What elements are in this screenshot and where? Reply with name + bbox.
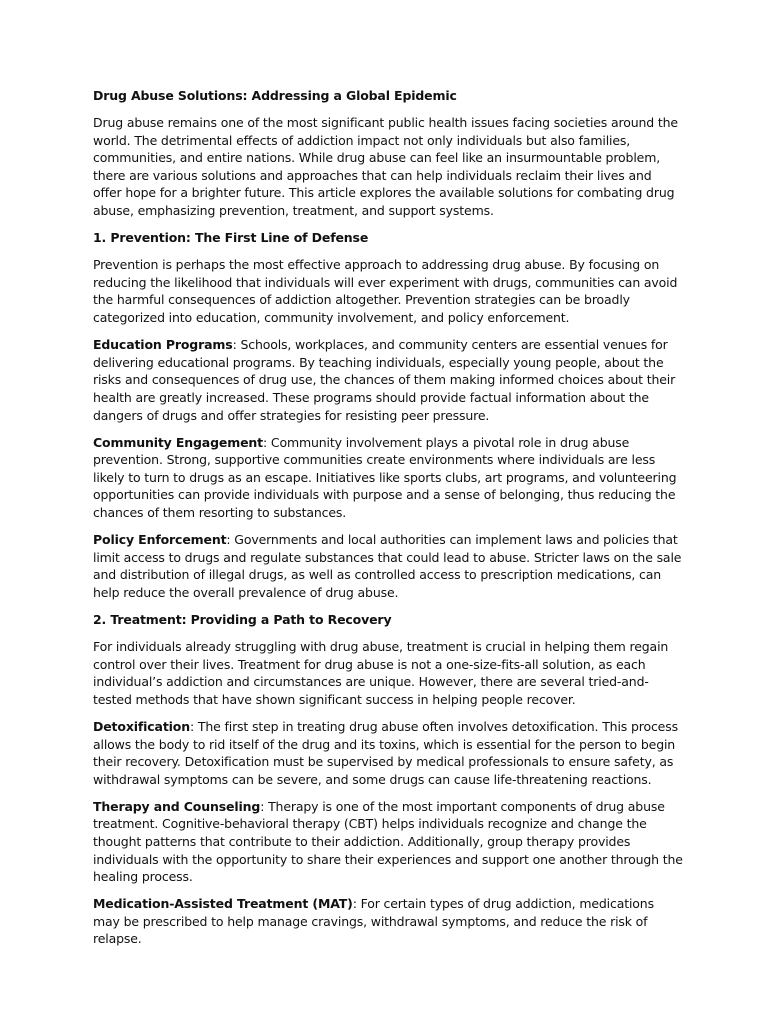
paragraph-medication-assisted-treatment bbox=[93, 895, 683, 948]
term-medication-assisted-treatment: Medication-Assisted Treatment (MAT) bbox=[93, 896, 353, 912]
text-medication-assisted-treatment: : For certain types of drug addiction, medications may be prescribed to help manage cravings, withdrawal symptoms, and reduce the risk of relapse. bbox=[93, 896, 654, 947]
term-policy-enforcement: Policy Enforcement bbox=[93, 532, 227, 548]
document-title: Drug Abuse Solutions: Addressing a Global Epidemic bbox=[93, 88, 457, 103]
text-education-programs: : Schools, workplaces, and community centers are essential venues for delivering educational programs. By teaching individuals, especially young people, about the risks and consequences of drug use, the chances of them making informed choices about their health are greatly increased. These programs should provide factual information about the dangers of drugs and offer strategies for resisting peer pressure. bbox=[93, 337, 676, 423]
term-community-engagement: Community Engagement bbox=[93, 434, 263, 450]
term-therapy-counseling: Therapy and Counseling bbox=[93, 798, 261, 814]
paragraph-community-engagement bbox=[93, 434, 683, 522]
text-community-engagement: : Community involvement plays a pivotal role in drug abuse prevention. Strong, supportive communities create environments where individuals are less likely to turn to drugs as an escape. Initiatives like sports clubs, art programs, and volunteering opportunities can provide individuals with purpose and a sense of belonging, thus reducing the chances of them resorting to substances. bbox=[93, 434, 677, 520]
term-detoxification: Detoxification bbox=[93, 718, 190, 734]
paragraph-therapy-counseling bbox=[93, 798, 683, 886]
document-page bbox=[93, 87, 683, 958]
text-therapy-counseling: : Therapy is one of the most important components of drug abuse treatment. Cognitive-behavioral therapy (CBT) helps individuals recognize and change the thought patterns that contribute to their addiction. Additionally, group therapy provides individuals with the opportunity to share their experiences and support one another through the healing process. bbox=[93, 798, 683, 885]
paragraph-policy-enforcement bbox=[93, 531, 683, 601]
treatment-intro-paragraph: For individuals already struggling with drug abuse, treatment is crucial in helping them regain control over their lives. Treatment for drug abuse is not a one-size-fits-all solution, as each individual’s addiction and circumstances are unique. However, there are several tried-and-tested methods that have shown significant success in helping people recover. bbox=[93, 639, 669, 707]
paragraph-education-programs bbox=[93, 336, 683, 424]
paragraph-detoxification bbox=[93, 718, 683, 788]
section-heading-prevention: 1. Prevention: The First Line of Defense bbox=[93, 230, 369, 246]
text-detoxification: : The first step in treating drug abuse often involves detoxification. This process allows the body to rid itself of the drug and its toxins, which is essential for the person to begin their recovery. Detoxification must be supervised by medical professionals to ensure safety, as withdrawal symptoms can be severe, and some drugs can cause life-threatening reactions. bbox=[93, 718, 678, 787]
term-education-programs: Education Programs bbox=[93, 337, 233, 353]
prevention-intro-paragraph: Prevention is perhaps the most effective approach to addressing drug abuse. By focusing on reducing the likelihood that individuals will ever experiment with drugs, communities can avoid the harmful consequences of addiction altogether. Prevention strategies can be broadly categorized into education, community involvement, and policy enforcement. bbox=[93, 257, 678, 326]
text-policy-enforcement: : Governments and local authorities can implement laws and policies that limit access to drugs and regulate substances that could lead to abuse. Stricter laws on the sale and distribution of illegal drugs, as well as controlled access to prescription medications, can help reduce the overall prevalence of drug abuse. bbox=[93, 532, 682, 600]
intro-paragraph: Drug abuse remains one of the most significant public health issues facing societies around the world. The detrimental effects of addiction impact not only individuals but also families, communities, and entire nations. While drug abuse can feel like an insurmountable problem, there are various solutions and approaches that can help individuals reclaim their lives and offer hope for a brighter future. This article explores the available solutions for combating drug abuse, emphasizing prevention, treatment, and support systems. bbox=[93, 115, 678, 219]
section-heading-treatment: 2. Treatment: Providing a Path to Recovery bbox=[93, 611, 392, 627]
